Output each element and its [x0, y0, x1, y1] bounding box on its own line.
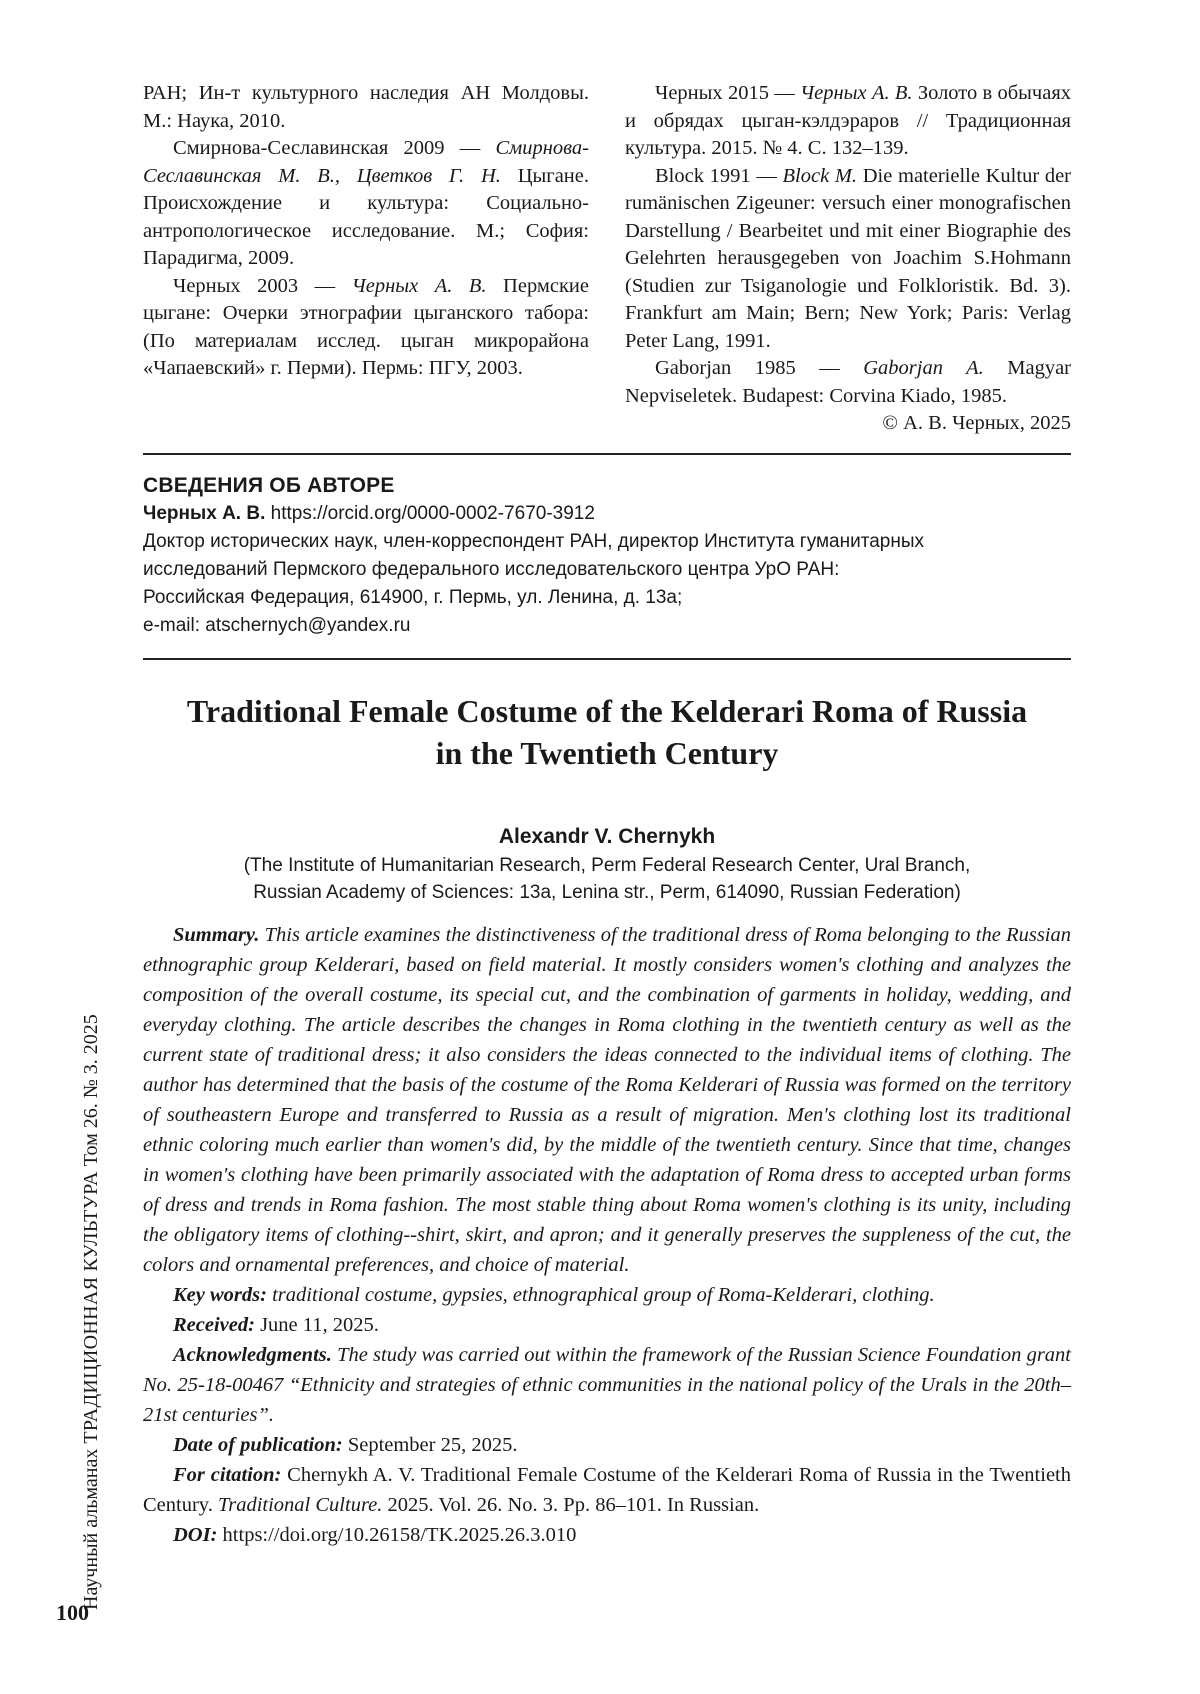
references-right-column — [625, 80, 1071, 438]
references-section — [143, 80, 1071, 438]
keywords-paragraph: Key words: traditional costume, gypsies, ethnographical group of Roma-Kelderari, clothing. — [173, 1284, 935, 1306]
author-info-heading: СВЕДЕНИЯ ОБ АВТОРЕ — [143, 474, 395, 497]
divider-bottom — [143, 658, 1071, 660]
references-left-column — [143, 80, 589, 438]
author-position-line: Доктор исторических наук, член-корреспондент РАН, директор Института гуманитарных — [143, 531, 925, 552]
author-name: Черных А. В. — [143, 503, 266, 524]
article-title: Traditional Female Costume of the Kelderari Roma of Russia in the Twentieth Century — [186, 693, 1028, 771]
copyright-notice: © А. В. Черных, 2025 — [882, 412, 1071, 434]
author-email-line[interactable]: e-mail: atschernych@yandex.ru — [143, 615, 411, 636]
publication-date-paragraph: Date of publication: September 25, 2025. — [173, 1434, 518, 1456]
author-info-block — [143, 472, 1083, 640]
abstract-section — [143, 920, 1071, 1550]
citation-paragraph: For citation: Chernykh A. V. Traditional Female Costume of the Kelderari Roma of Russia in the Twentieth Century. Traditional Culture. 2025. Vol. 26. No. 3. Pp. 86–101. In Russian. — [143, 1464, 1071, 1516]
article-byline — [143, 822, 1071, 906]
doi-paragraph: DOI: https://doi.org/10.26158/TK.2025.26.3.010 — [173, 1524, 577, 1546]
reference-entry: Черных 2003 — Черных А. В. Пермские цыгане: Очерки этнографии цыганского табора: (По материалам исслед. цыган микрорайона «Чапаевский» г. Перми). Пермь: ПГУ, 2003. — [143, 274, 589, 379]
page-number: 100 — [56, 1600, 89, 1625]
affiliation-line-2: Russian Academy of Sciences: 13a, Lenina str., Perm, 614090, Russian Federation) — [253, 882, 961, 903]
affiliation-line-1: (The Institute of Humanitarian Research, Perm Federal Research Center, Ural Branch, — [243, 855, 971, 876]
reference-entry: РАН; Ин-т культурного наследия АН Молдовы. М.: Наука, 2010. — [143, 82, 589, 132]
orcid-link[interactable]: https://orcid.org/0000-0002-7670-3912 — [265, 503, 595, 524]
divider-top — [143, 453, 1071, 455]
reference-entry: Block 1991 — Block M. Die materielle Kultur der rumänischen Zigeuner: versuch einer monografischen Darstellung / Bearbeitet und mit einer Biographie des Gelehrten herausgegeben von Joachim S.Hohmann (Studien zur Tsiganologie und Folkloristik. Bd. 3). Frankfurt am Main; Bern; New York; Paris: Verlag Peter Lang, 1991. — [625, 164, 1071, 352]
author-institution-line: исследований Пермского федерального исследовательского центра УрО РАН: — [143, 559, 840, 580]
summary-paragraph: Summary. This article examines the distinctiveness of the traditional dress of Roma belonging to the Russian ethnographic group Kelderari, based on field material. It mostly considers women's clothing and analyzes the composition of the overall costume, its special cut, and the combination of garments in holiday, wedding, and everyday clothing. The article describes the changes in Roma clothing in the twentieth century as well as the current state of traditional dress; it also considers the ideas connected to the individual items of clothing. The author has determined that the basis of the costume of the Roma Kelderari of Russia was formed on the territory of southeastern Europe and transferred to Russia as a result of migration. Men's clothing lost its traditional ethnic coloring much earlier than women's did, by the middle of the twentieth century. Since that time, changes in women's clothing have been primarily associated with the adaptation of Roma dress to accepted urban forms of dress and trends in Roma fashion. The most stable thing about Roma women's clothing is its unity, including the obligatory items of clothing--shirt, skirt, and apron; and it generally preserves the suppleness of the cut, the colors and ornamental preferences, and choice of material. — [143, 924, 1071, 1276]
author-address-line: Российская Федерация, 614900, г. Пермь, ул. Ленина, д. 13а; — [143, 587, 683, 608]
reference-entry: Gaborjan 1985 — Gaborjan A. Magyar Nepviseletek. Budapest: Corvina Kiado, 1985. — [625, 357, 1071, 407]
author-name-line — [143, 500, 1083, 528]
doi-link[interactable]: https://doi.org/10.26158/TK.2025.26.3.010 — [217, 1524, 577, 1546]
reference-entry: Черных 2015 — Черных А. В. Золото в обычаях и обрядах цыган-кэлдэраров // Традиционная культура. 2015. № 4. С. 132–139. — [625, 82, 1072, 159]
acknowledgments-paragraph: Acknowledgments. The study was carried out within the framework of the Russian Science Foundation grant No. 25-18-00467 “Ethnicity and strategies of ethnic communities in the national policy of the Urals in the 20th–21st centuries”. — [143, 1344, 1071, 1426]
received-paragraph: Received: June 11, 2025. — [173, 1314, 379, 1336]
journal-sidebar: Научный альманах ТРАДИЦИОННАЯ КУЛЬТУРА Том 26. № 3. 2025 — [80, 1014, 102, 1610]
author-name-en: Alexandr V. Chernykh — [498, 825, 716, 848]
journal-volume: Том 26. № 3. 2025 — [80, 1014, 102, 1172]
journal-name: ТРАДИЦИОННАЯ КУЛЬТУРА — [80, 1171, 102, 1444]
reference-entry: Смирнова-Сеславинская 2009 — Смирнова-Сеславинская М. В., Цветков Г. Н. Цыгане. Происхождение и культура: Социально-антропологическое исследование. М.; София: Парадигма, 2009. — [143, 137, 590, 269]
